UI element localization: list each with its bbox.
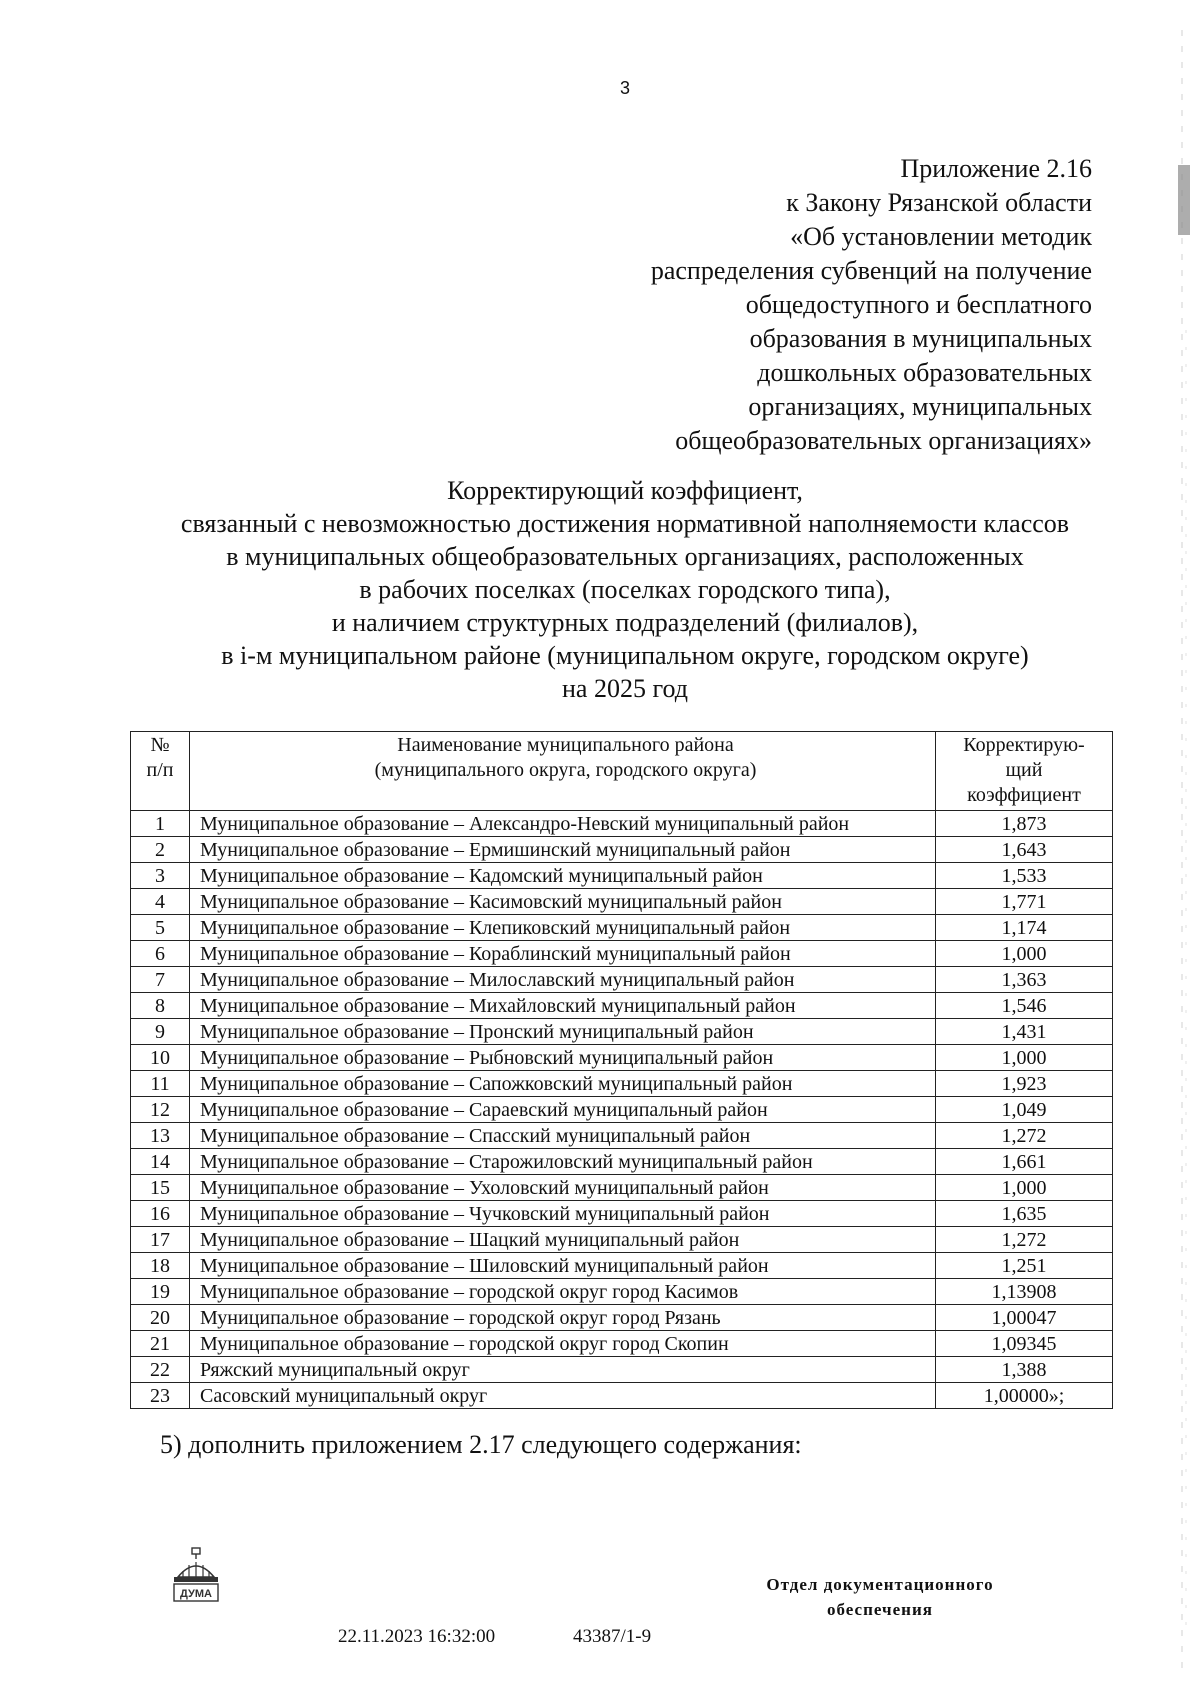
stamp-line: Отдел документационного — [766, 1575, 994, 1594]
table-row — [131, 1045, 1113, 1071]
row-number: 10 — [131, 1045, 190, 1071]
row-municipality-name: Муниципальное образование – Чучковский муниципальный район — [190, 1201, 936, 1227]
table-row — [131, 915, 1113, 941]
row-number: 16 — [131, 1201, 190, 1227]
row-coefficient: 1,771 — [936, 889, 1113, 915]
continuation-text: 5) дополнить приложением 2.17 следующего содержания: — [160, 1430, 802, 1459]
row-coefficient: 1,643 — [936, 837, 1113, 863]
header-coefficient — [936, 732, 1113, 811]
header-name — [190, 732, 936, 811]
header-number-line: п/п — [146, 759, 174, 781]
footer-date: 22.11.2023 16:32:00 — [338, 1626, 496, 1647]
title-line: в i-м муниципальном районе (муниципальном округе, городском округе) — [221, 641, 1029, 670]
row-coefficient: 1,272 — [936, 1123, 1113, 1149]
row-number: 1 — [131, 811, 190, 837]
row-municipality-name: Муниципальное образование – Александро-Невский муниципальный район — [190, 811, 936, 837]
row-municipality-name: Муниципальное образование – Шацкий муниципальный район — [190, 1227, 936, 1253]
row-coefficient: 1,13908 — [936, 1279, 1113, 1305]
row-number: 11 — [131, 1071, 190, 1097]
table-row — [131, 1019, 1113, 1045]
row-municipality-name: Муниципальное образование – городской округ город Касимов — [190, 1279, 936, 1305]
row-number: 19 — [131, 1279, 190, 1305]
row-coefficient: 1,174 — [936, 915, 1113, 941]
row-coefficient: 1,873 — [936, 811, 1113, 837]
row-municipality-name: Сасовский муниципальный округ — [190, 1383, 936, 1409]
page-number: 3 — [619, 78, 630, 98]
row-number: 17 — [131, 1227, 190, 1253]
duma-emblem-icon — [170, 1547, 222, 1603]
appendix-line: общедоступного и бесплатного — [745, 290, 1092, 319]
appendix-line: образования в муниципальных — [749, 324, 1092, 353]
table-row — [131, 993, 1113, 1019]
header-coefficient-line: щий — [1005, 759, 1043, 781]
table-row — [131, 863, 1113, 889]
table-row — [131, 1123, 1113, 1149]
appendix-line: дошкольных образовательных — [757, 358, 1092, 387]
appendix-line: Приложение 2.16 — [900, 154, 1092, 183]
row-number: 9 — [131, 1019, 190, 1045]
row-municipality-name: Ряжский муниципальный округ — [190, 1357, 936, 1383]
table-row — [131, 1071, 1113, 1097]
table-row — [131, 1331, 1113, 1357]
title-line: Корректирующий коэффициент, — [447, 476, 803, 505]
row-number: 14 — [131, 1149, 190, 1175]
row-coefficient: 1,533 — [936, 863, 1113, 889]
row-coefficient: 1,00000»; — [936, 1383, 1113, 1409]
row-number: 3 — [131, 863, 190, 889]
table-row — [131, 1201, 1113, 1227]
row-coefficient: 1,00047 — [936, 1305, 1113, 1331]
row-coefficient: 1,000 — [936, 941, 1113, 967]
row-number: 13 — [131, 1123, 190, 1149]
department-stamp — [730, 1572, 1030, 1622]
row-number: 7 — [131, 967, 190, 993]
row-municipality-name: Муниципальное образование – Шиловский муниципальный район — [190, 1253, 936, 1279]
row-coefficient: 1,388 — [936, 1357, 1113, 1383]
coefficient-table — [130, 731, 1113, 1409]
table-row — [131, 837, 1113, 863]
row-number: 18 — [131, 1253, 190, 1279]
table-row — [131, 1357, 1113, 1383]
row-number: 15 — [131, 1175, 190, 1201]
row-municipality-name: Муниципальное образование – Клепиковский муниципальный район — [190, 915, 936, 941]
row-municipality-name: Муниципальное образование – Ухоловский муниципальный район — [190, 1175, 936, 1201]
row-municipality-name: Муниципальное образование – Пронский муниципальный район — [190, 1019, 936, 1045]
table-row — [131, 1279, 1113, 1305]
row-number: 20 — [131, 1305, 190, 1331]
appendix-line: организациях, муниципальных — [748, 392, 1092, 421]
row-number: 12 — [131, 1097, 190, 1123]
row-coefficient: 1,251 — [936, 1253, 1113, 1279]
table-header-row — [131, 732, 1113, 811]
table-row — [131, 1227, 1113, 1253]
row-municipality-name: Муниципальное образование – городской округ город Рязань — [190, 1305, 936, 1331]
title-line: в муниципальных общеобразовательных организациях, расположенных — [226, 542, 1024, 571]
table-row — [131, 1253, 1113, 1279]
title-line: в рабочих поселках (поселках городского типа), — [359, 575, 891, 604]
row-coefficient: 1,431 — [936, 1019, 1113, 1045]
row-municipality-name: Муниципальное образование – Сараевский муниципальный район — [190, 1097, 936, 1123]
title-line: связанный с невозможностью достижения нормативной наполняемости классов — [180, 509, 1070, 538]
row-municipality-name: Муниципальное образование – Сапожковский муниципальный район — [190, 1071, 936, 1097]
header-name-line: Наименование муниципального района — [397, 734, 734, 756]
row-number: 21 — [131, 1331, 190, 1357]
row-municipality-name: Муниципальное образование – Кораблинский муниципальный район — [190, 941, 936, 967]
row-number: 5 — [131, 915, 190, 941]
row-coefficient: 1,661 — [936, 1149, 1113, 1175]
row-municipality-name: Муниципальное образование – Кадомский муниципальный район — [190, 863, 936, 889]
table-row — [131, 1305, 1113, 1331]
appendix-header — [492, 152, 1092, 458]
table-row — [131, 1175, 1113, 1201]
title-line: на 2025 год — [562, 674, 688, 703]
scan-margin-marks — [1160, 30, 1200, 1670]
row-municipality-name: Муниципальное образование – Ермишинский муниципальный район — [190, 837, 936, 863]
footer-registration-number: 43387/1-9 — [573, 1626, 652, 1647]
row-coefficient: 1,09345 — [936, 1331, 1113, 1357]
row-number: 4 — [131, 889, 190, 915]
appendix-line: к Закону Рязанской области — [786, 188, 1092, 217]
row-municipality-name: Муниципальное образование – Милославский муниципальный район — [190, 967, 936, 993]
row-municipality-name: Муниципальное образование – Михайловский муниципальный район — [190, 993, 936, 1019]
appendix-line: распределения субвенций на получение — [650, 256, 1092, 285]
header-number — [131, 732, 190, 811]
row-coefficient: 1,000 — [936, 1045, 1113, 1071]
header-number-line: № — [150, 734, 170, 756]
appendix-line: общеобразовательных организациях» — [675, 426, 1092, 455]
table-row — [131, 1149, 1113, 1175]
row-number: 8 — [131, 993, 190, 1019]
row-municipality-name: Муниципальное образование – Спасский муниципальный район — [190, 1123, 936, 1149]
table-row — [131, 889, 1113, 915]
table-row — [131, 811, 1113, 837]
table-row — [131, 967, 1113, 993]
row-number: 23 — [131, 1383, 190, 1409]
row-number: 6 — [131, 941, 190, 967]
table-row — [131, 1097, 1113, 1123]
table-body — [131, 811, 1113, 1409]
header-coefficient-line: коэффициент — [967, 784, 1081, 806]
row-municipality-name: Муниципальное образование – Старожиловский муниципальный район — [190, 1149, 936, 1175]
appendix-line: «Об установлении методик — [790, 222, 1092, 251]
row-coefficient: 1,923 — [936, 1071, 1113, 1097]
row-coefficient: 1,049 — [936, 1097, 1113, 1123]
row-coefficient: 1,635 — [936, 1201, 1113, 1227]
row-coefficient: 1,000 — [936, 1175, 1113, 1201]
table-row — [131, 1383, 1113, 1409]
row-municipality-name: Муниципальное образование – Рыбновский муниципальный район — [190, 1045, 936, 1071]
stamp-line: обеспечения — [827, 1600, 933, 1619]
row-coefficient: 1,363 — [936, 967, 1113, 993]
row-coefficient: 1,272 — [936, 1227, 1113, 1253]
title-line: и наличием структурных подразделений (филиалов), — [331, 608, 919, 637]
row-number: 22 — [131, 1357, 190, 1383]
table-row — [131, 941, 1113, 967]
header-name-line: (муниципального округа, городского округа) — [374, 759, 757, 781]
row-municipality-name: Муниципальное образование – городской округ город Скопин — [190, 1331, 936, 1357]
row-municipality-name: Муниципальное образование – Касимовский муниципальный район — [190, 889, 936, 915]
row-coefficient: 1,546 — [936, 993, 1113, 1019]
header-coefficient-line: Корректирую- — [963, 734, 1085, 756]
document-title — [130, 474, 1120, 705]
emblem-label: ДУМА — [180, 1588, 212, 1600]
row-number: 2 — [131, 837, 190, 863]
